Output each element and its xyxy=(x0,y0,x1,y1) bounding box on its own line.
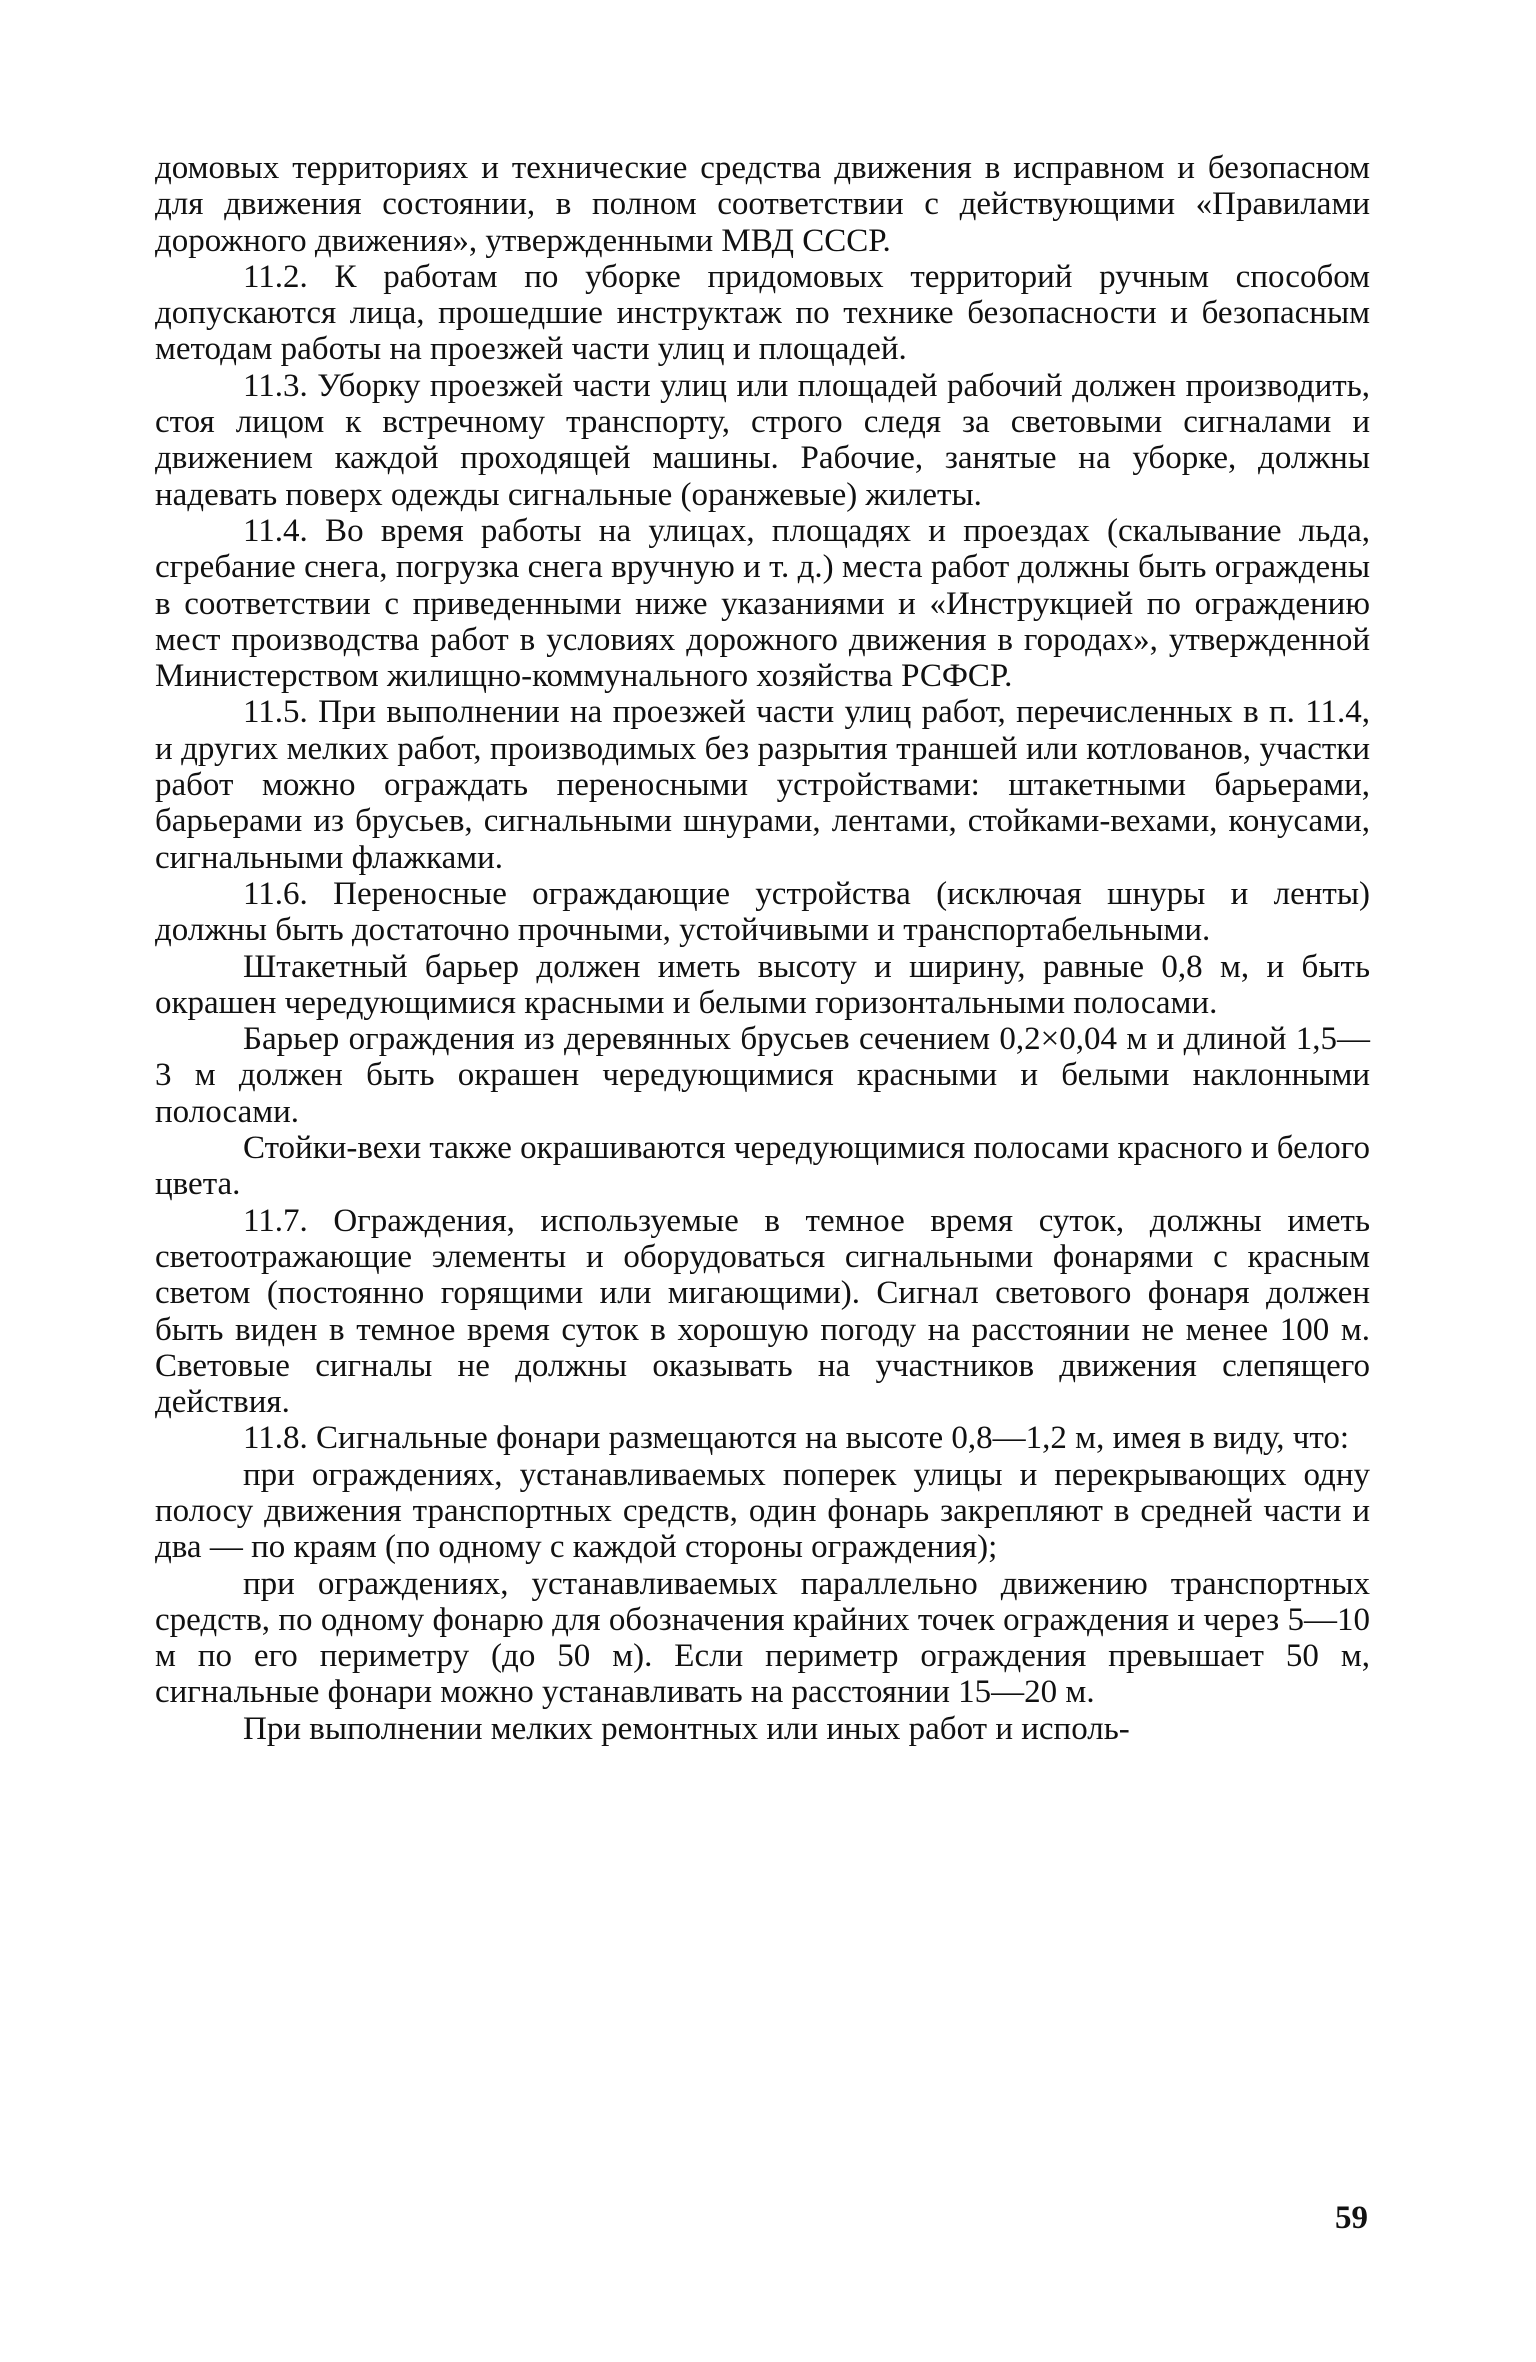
paragraph-picket-barrier: Штакетный барьер должен иметь высоту и ширину, равные 0,8 м, и быть окрашен чередующимися красными и белыми горизонтальными полосами. xyxy=(155,948,1370,1021)
paragraph-poles: Стойки-вехи также окрашиваются чередующимися полосами красного и белого цвета. xyxy=(155,1130,1370,1203)
paragraph-11-3: 11.3. Уборку проезжей части улиц или площадей рабочий должен производить, стоя лицом к встречному транспорту, строго следя за световыми сигналами и движением каждой проходящей машины. Рабочие, занятые на уборке, должны надевать поверх одежды сигнальные (оранжевые) жилеты. xyxy=(155,367,1370,513)
paragraph-11-5: 11.5. При выполнении на проезжей части улиц работ, перечисленных в п. 11.4, и других мелких работ, производимых без разрытия траншей или котлованов, участки работ можно ограждать переносными устройствами: штакетными барьерами, барьерами из брусьев, сигнальными шнурами, лентами, стойками-вехами, конусами, сигнальными флажками. xyxy=(155,694,1370,876)
paragraph-continuation: домовых территориях и технические средства движения в исправном и безопасном для движения состоянии, в полном соответствии с действующими «Правилами дорожного движения», утвержденными МВД СССР. xyxy=(155,150,1370,259)
paragraph-11-2: 11.2. К работам по уборке придомовых территорий ручным способом допускаются лица, прошедшие инструктаж по технике безопасности и безопасным методам работы на проезжей части улиц и площадей. xyxy=(155,258,1370,368)
document-page xyxy=(155,150,1370,2230)
page-number: 59 xyxy=(1335,2200,1368,2236)
paragraph-parallel: при ограждениях, устанавливаемых параллельно движению транспортных средств, по одному фонарю для обозначения крайних точек ограждения и через 5—10 м по его периметру (до 50 м). Если периметр ограждения превышает 50 м, сигнальные фонари можно устанавливать на расстоянии 15—20 м. xyxy=(155,1565,1370,1711)
paragraph-beam-barrier: Барьер ограждения из деревянных брусьев сечением 0,2×0,04 м и длиной 1,5—3 м должен быть окрашен чередующимися красными и белыми наклонными полосами. xyxy=(155,1021,1370,1130)
paragraph-across-street: при ограждениях, устанавливаемых поперек улицы и перекрывающих одну полосу движения транспортных средств, один фонарь закрепляют в средней части и два — по краям (по одному с каждой стороны ограждения); xyxy=(155,1456,1370,1566)
paragraph-11-4: 11.4. Во время работы на улицах, площадях и проездах (скалывание льда, сгребание снега, погрузка снега вручную и т. д.) места работ должны быть ограждены в соответствии с приведенными ниже указаниями и «Инструкцией по ограждению мест производства работ в условиях дорожного движения в городах», утвержденной Министерством жилищно-коммунального хозяйства РСФСР. xyxy=(155,512,1370,695)
paragraph-11-8: 11.8. Сигнальные фонари размещаются на высоте 0,8—1,2 м, имея в виду, что: xyxy=(243,1420,1349,1457)
paragraph-11-7: 11.7. Ограждения, используемые в темное время суток, должны иметь светоотражающие элементы и оборудоваться сигнальными фонарями с красным светом (постоянно горящими или мигающими). Сигнал светового фонаря должен быть виден в темное время суток в хорошую погоду на расстоянии не менее 100 м. Световые сигналы не должны оказывать на участников движения слепящего действия. xyxy=(155,1202,1370,1421)
paragraph-small-works: При выполнении мелких ремонтных или иных работ и исполь- xyxy=(243,1710,1130,1747)
paragraph-11-6: 11.6. Переносные ограждающие устройства (исключая шнуры и ленты) должны быть достаточно прочными, устойчивыми и транспортабельными. xyxy=(155,875,1370,949)
